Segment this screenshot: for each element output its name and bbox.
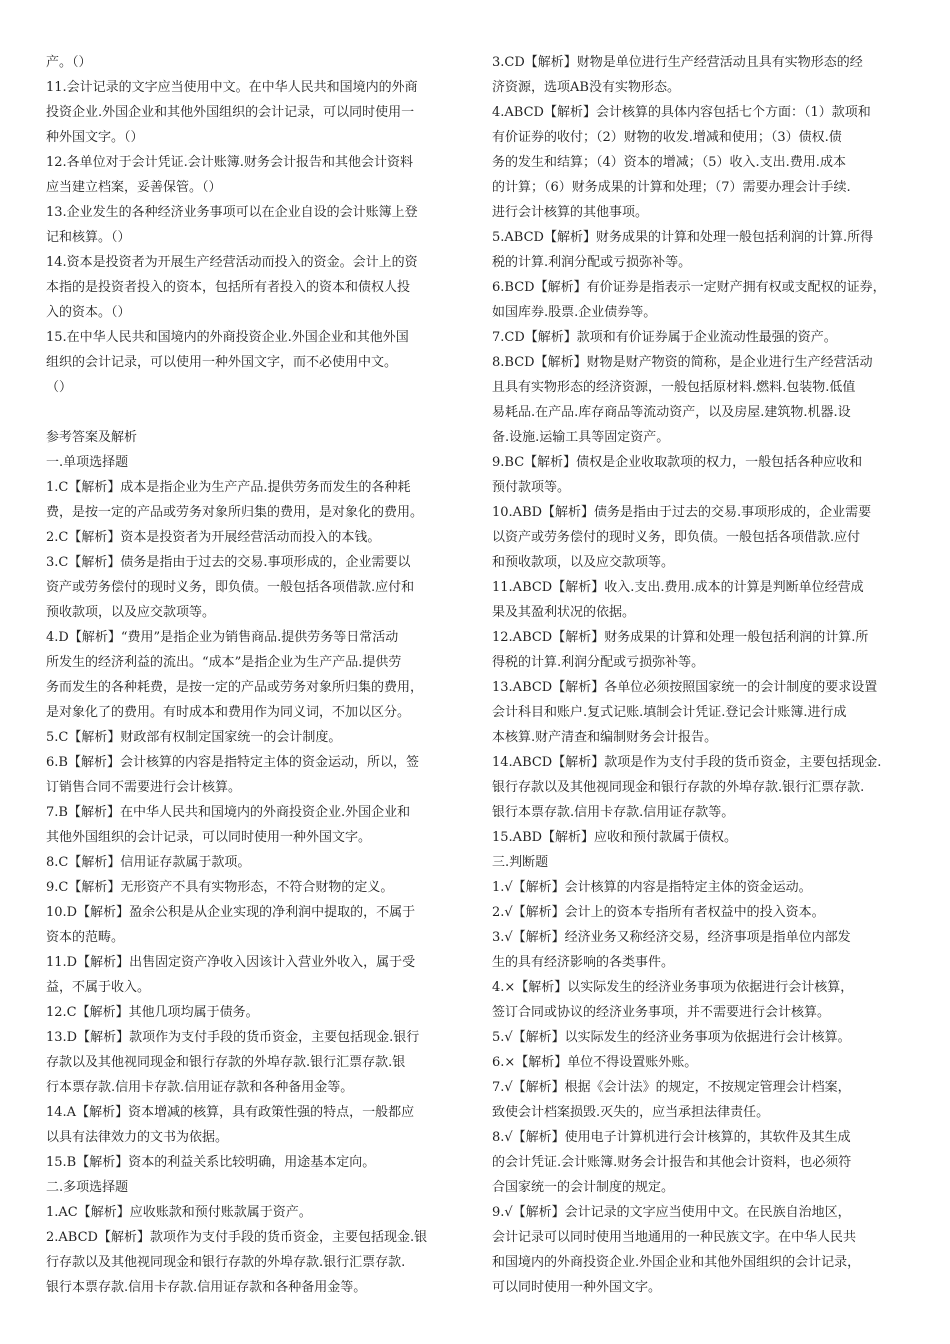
text-line: 7.CD【解析】款项和有价证券属于企业流动性最强的资产。 [492,330,837,345]
text-line: 备.设施.运输工具等固定资产。 [492,430,670,445]
left-column [46,50,466,1300]
text-line: 合国家统一的会计制度的规定。 [492,1180,675,1195]
text-line: 投资企业.外国企业和其他外国组织的会计记录，可以同时使用一 [46,105,415,120]
text-line: 致使会计档案损毁.灭失的，应当承担法律责任。 [492,1105,770,1120]
text-line: 得税的计算.利润分配或亏损弥补等。 [492,655,705,670]
text-line: 种外国文字。（） [46,130,144,145]
text-line: 8.BCD【解析】财物是财产物资的简称，是企业进行生产经营活动 [492,355,873,370]
text-line: 有价证券的收付；（2）财物的收发.增减和使用；（3）债权.债 [492,130,842,145]
text-line: 务而发生的各种耗费，是按一定的产品或劳务对象所归集的费用， [46,680,424,695]
text-line: 行存款以及其他视同现金和银行存款的外埠存款.银行汇票存款. [46,1255,406,1270]
text-line: 13.ABCD【解析】各单位必须按照国家统一的会计制度的要求设置 [492,680,878,695]
text-line: 9.√【解析】会计记录的文字应当使用中文。在民族自治地区， [492,1205,851,1220]
text-line: 6.B【解析】会计核算的内容是指特定主体的资金运动，所以，签 [46,755,419,770]
text-line: 8.√【解析】使用电子计算机进行会计核算的，其软件及其生成 [492,1130,851,1145]
text-line: 2.√【解析】会计上的资本专指所有者权益中的投入资本。 [492,905,825,920]
text-line: 11.D【解析】出售固定资产净收入因该计入营业外收入，属于受 [46,955,416,970]
text-line: 4.ABCD【解析】会计核算的具体内容包括七个方面：（1）款项和 [492,105,871,120]
text-line: 和国境内的外商投资企业.外国企业和其他外国组织的会计记录， [492,1255,861,1270]
text-line: 如国库券.股票.企业债券等。 [492,305,657,320]
text-line: 13.D【解析】款项作为支付手段的货币资金，主要包括现金.银行 [46,1030,420,1045]
text-line: 1.AC【解析】应收账款和预付账款属于资产。 [46,1205,312,1220]
text-line: 15.在中华人民共和国境内的外商投资企业.外国企业和其他外国 [46,330,409,345]
text-line: 进行会计核算的其他事项。 [492,205,649,220]
text-line: 订销售合同不需要进行会计核算。 [46,780,242,795]
text-line: 14.A【解析】资本增减的核算，具有政策性强的特点，一般都应 [46,1105,415,1120]
right-column [492,50,917,1300]
text-line: 5.ABCD【解析】财务成果的计算和处理一般包括利润的计算.所得 [492,230,874,245]
text-line: （） [46,380,73,395]
text-line: 一.单项选择题 [46,455,129,470]
text-line: 2.ABCD【解析】款项作为支付手段的货币资金，主要包括现金.银 [46,1230,428,1245]
text-line: 资产或劳务偿付的现时义务，即负债。一般包括各项借款.应付和 [46,580,415,595]
text-line: 14.资本是投资者为开展生产经营活动而投入的资金。会计上的资 [46,255,418,270]
text-line: 益，不属于收入。 [46,980,151,995]
text-line: 12.ABCD【解析】财务成果的计算和处理一般包括利润的计算.所 [492,630,869,645]
text-line: 生的具有经济影响的各类事件。 [492,955,675,970]
text-line: 银行本票存款.信用卡存款.信用证存款等。 [492,805,735,820]
text-line: 银行本票存款.信用卡存款.信用证存款和各种备用金等。 [46,1280,367,1295]
text-line: 本核算.财产清查和编制财务会计报告。 [492,730,718,745]
text-line: 的计算；（6）财务成果的计算和处理；（7）需要办理会计手续. [492,180,851,195]
text-line: 11.ABCD【解析】收入.支出.费用.成本的计算是判断单位经营成 [492,580,864,595]
text-line: 9.BC【解析】债权是企业收取款项的权力，一般包括各种应收和 [492,455,863,470]
text-line: 1.√【解析】会计核算的内容是指特定主体的资金运动。 [492,880,812,895]
text-line: 6.×【解析】单位不得设置账外账。 [492,1055,698,1070]
text-line: 本指的是投资者投入的资本，包括所有者投入的资本和债权人投 [46,280,411,295]
text-line: 以具有法律效力的文书为依据。 [46,1130,229,1145]
text-line: 是对象化了的费用。有时成本和费用作为同义词，不加以区分。 [46,705,411,720]
text-line: 二.多项选择题 [46,1180,129,1195]
text-line: 12.各单位对于会计凭证.会计账簿.财务会计报告和其他会计资料 [46,155,413,170]
text-line: 预收款项，以及应交款项等。 [46,605,216,620]
text-line: 行本票存款.信用卡存款.信用证存款和各种备用金等。 [46,1080,354,1095]
text-line [46,400,466,425]
text-line: 15.ABD【解析】应收和预付款属于债权。 [492,830,738,845]
text-line: 13.企业发生的各种经济业务事项可以在企业自设的会计账簿上登 [46,205,418,220]
text-line: 资本的范畴。 [46,930,125,945]
text-line: 且具有实物形态的经济资源，一般包括原材料.燃料.包装物.低值 [492,380,856,395]
text-line: 10.ABD【解析】债务是指由于过去的交易.事项形成的，企业需要 [492,505,872,520]
text-line: 3.CD【解析】财物是单位进行生产经营活动且具有实物形态的经 [492,55,863,70]
text-line: 参考答案及解析 [46,430,138,445]
text-line: 11.会计记录的文字应当使用中文。在中华人民共和国境内的外商 [46,80,418,95]
text-line: 7.√【解析】根据《会计法》的规定，不按规定管理会计档案， [492,1080,851,1095]
text-line: 10.D【解析】盈余公积是从企业实现的净利润中提取的，不属于 [46,905,416,920]
text-line: 费，是按一定的产品或劳务对象所归集的费用，是对象化的费用。 [46,505,424,520]
text-line: 4.×【解析】以实际发生的经济业务事项为依据进行会计核算， [492,980,854,995]
text-line: 14.ABCD【解析】款项是作为支付手段的货币资金，主要包括现金. [492,755,882,770]
text-line: 以资产或劳务偿付的现时义务，即负债。一般包括各项借款.应付 [492,530,861,545]
text-line: 1.C【解析】成本是指企业为生产产品.提供劳务而发生的各种耗 [46,480,411,495]
text-line: 税的计算.利润分配或亏损弥补等。 [492,255,692,270]
text-line: 银行存款以及其他视同现金和银行存款的外埠存款.银行汇票存款. [492,780,865,795]
text-line: 应当建立档案，妥善保管。（） [46,180,222,195]
text-line: 9.C【解析】无形资产不具有实物形态，不符合财物的定义。 [46,880,394,895]
text-line: 所发生的经济利益的流出。“成本”是指企业为生产产品.提供劳 [46,655,402,670]
text-line: 果及其盈利状况的依据。 [492,605,636,620]
text-line: 6.BCD【解析】有价证券是指表示一定财产拥有权或支配权的证券， [492,280,886,295]
text-line: 预付款项等。 [492,480,571,495]
text-line: 4.D【解析】“费用”是指企业为销售商品.提供劳务等日常活动 [46,630,399,645]
text-line: 三.判断题 [492,855,549,870]
text-line: 记和核算。（） [46,230,131,245]
text-line: 存款以及其他视同现金和银行存款的外埠存款.银行汇票存款.银 [46,1055,406,1070]
text-line: 会计科目和账户.复式记账.填制会计凭证.登记会计账簿.进行成 [492,705,847,720]
text-line: 签订合同或协议的经济业务事项，并不需要进行会计核算。 [492,1005,831,1020]
text-line: 会计记录可以同时使用当地通用的一种民族文字。在中华人民共 [492,1230,857,1245]
text-line: 产。（） [46,55,92,70]
text-line: 5.C【解析】财政部有权制定国家统一的会计制度。 [46,730,342,745]
text-line: 和预收款项，以及应交款项等。 [492,555,675,570]
text-line: 5.√【解析】以实际发生的经济业务事项为依据进行会计核算。 [492,1030,851,1045]
text-line: 可以同时使用一种外国文字。 [492,1280,662,1295]
text-line: 2.C【解析】资本是投资者为开展经营活动而投入的本钱。 [46,530,381,545]
text-line: 易耗品.在产品.库存商品等流动资产，以及房屋.建筑物.机器.设 [492,405,851,420]
text-line: 3.C【解析】债务是指由于过去的交易.事项形成的，企业需要以 [46,555,411,570]
text-line: 入的资本。（） [46,305,131,320]
text-line: 7.B【解析】在中华人民共和国境内的外商投资企业.外国企业和 [46,805,411,820]
text-line: 其他外国组织的会计记录，可以同时使用一种外国文字。 [46,830,372,845]
text-line: 8.C【解析】信用证存款属于款项。 [46,855,251,870]
text-line: 务的发生和结算；（4）资本的增减；（5）收入.支出.费用.成本 [492,155,846,170]
text-line: 12.C【解析】其他几项均属于债务。 [46,1005,259,1020]
text-line: 组织的会计记录，可以使用一种外国文字，而不必使用中文。 [46,355,398,370]
text-line: 3.√【解析】经济业务又称经济交易，经济事项是指单位内部发 [492,930,851,945]
text-line: 济资源，选项AB没有实物形态。 [492,80,680,95]
text-line: 的会计凭证.会计账簿.财务会计报告和其他会计资料，也必须符 [492,1155,852,1170]
text-line: 15.B【解析】资本的利益关系比较明确，用途基本定向。 [46,1155,376,1170]
